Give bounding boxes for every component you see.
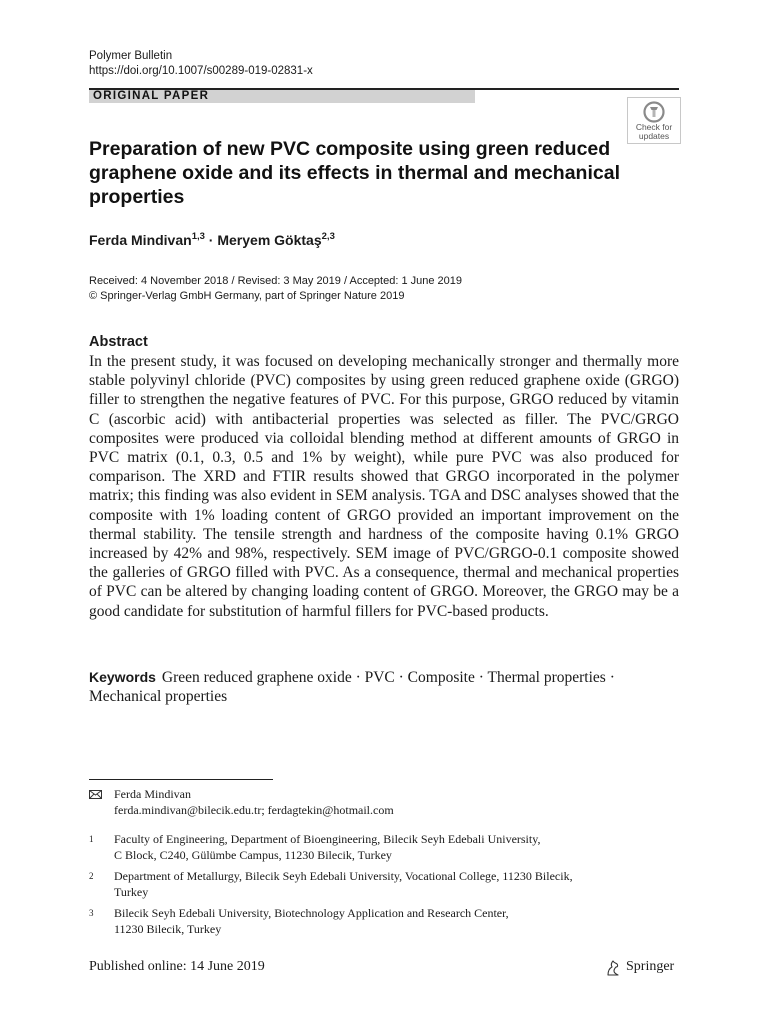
check-for-updates-badge[interactable] bbox=[627, 97, 681, 144]
corresponding-author-name: Ferda Mindivan bbox=[114, 787, 191, 801]
abstract-text: In the present study, it was focused on developing mechanically stronger and thermally more stable polyvinyl chloride (PVC) composites by using green reduced graphene oxide (GRGO) filler to strengthen the negative features of PVC. For this purpose, GRGO reduced by vitamin C (ascorbic acid) with antibacterial properties was selected as filler. The PVC/GRGO composites were produced via colloidal blending method at different amounts of GRGO in PVC matrix (0.1, 0.3, 0.5 and 1% by weight), while pure PVC was also produced for comparison. The XRD and FTIR results showed that GRGO incorporated in the polymer matrix; this finding was also evident in SEM analysis. TGA and DSC analyses showed that the composite with 1% loading content of GRGO provided an important improvement on the thermal stability. The tensile strength and hardness of the composite having 0.1% GRGO increased by 42% and 98%, respectively. SEM image of PVC/GRGO-0.1 composite showed the galleries of GRGO filled with PVC. As a consequence, thermal and mechanical properties of PVC can be altered by changing loading content of GRGO. Moreover, the GRGO may be a good candidate for substitution of harmful fillers for PVC-based products. bbox=[89, 353, 679, 620]
author-affiliation-marker: 1,3 bbox=[191, 231, 205, 242]
paper-type-bar bbox=[89, 88, 679, 104]
affiliation-line: Bilecik Seyh Edebali University, Biotechnology Application and Research Center, bbox=[114, 906, 509, 920]
author-name[interactable]: Ferda Mindivan bbox=[89, 232, 192, 248]
affiliation-line: 11230 Bilecik, Turkey bbox=[114, 922, 222, 936]
published-online-date: Published online: 14 June 2019 bbox=[89, 959, 265, 974]
check-for-updates-icon bbox=[642, 101, 666, 123]
journal-name: Polymer Bulletin bbox=[89, 50, 173, 62]
affiliation-2 bbox=[89, 868, 573, 900]
paper-type-label: ORIGINAL PAPER bbox=[93, 90, 210, 102]
affiliation-number: 3 bbox=[89, 908, 94, 918]
affiliation-number: 2 bbox=[89, 871, 94, 881]
paper-title: Preparation of new PVC composite using green reduced graphene oxide and its effects in thermal and mechanical properties bbox=[89, 138, 620, 208]
correspondence-note bbox=[89, 786, 394, 818]
doi-link[interactable]: https://doi.org/10.1007/s00289-019-02831-x bbox=[89, 65, 313, 77]
envelope-icon bbox=[89, 790, 102, 799]
abstract-heading: Abstract bbox=[89, 334, 148, 350]
journal-header bbox=[89, 49, 313, 79]
badge-line-2: updates bbox=[638, 131, 670, 141]
corresponding-author-emails[interactable]: ferda.mindivan@bilecik.edu.tr; ferdagtekin@hotmail.com bbox=[114, 803, 394, 817]
affiliation-line: Faculty of Engineering, Department of Bioengineering, Bilecik Seyh Edebali University, bbox=[114, 832, 541, 846]
affiliation-3 bbox=[89, 905, 509, 937]
affiliation-line: Department of Metallurgy, Bilecik Seyh Edebali University, Vocational College, 11230 Bilecik, bbox=[114, 869, 573, 883]
keywords-list: Green reduced graphene oxide · PVC · Composite · Thermal properties · Mechanical properties bbox=[89, 669, 615, 706]
keywords-label: Keywords bbox=[89, 669, 156, 685]
received-revised-accepted: Received: 4 November 2018 / Revised: 3 May 2019 / Accepted: 1 June 2019 bbox=[89, 275, 463, 287]
affiliation-line: Turkey bbox=[114, 885, 149, 899]
badge-line-1: Check for bbox=[635, 122, 673, 132]
copyright-line: © Springer-Verlag GmbH Germany, part of Springer Nature 2019 bbox=[89, 290, 405, 302]
affiliation-line: C Block, C240, Gülümbe Campus, 11230 Bilecik, Turkey bbox=[114, 848, 392, 862]
author-name[interactable]: Meryem Göktaş bbox=[217, 232, 322, 248]
springer-horse-icon bbox=[604, 959, 622, 977]
publication-history bbox=[89, 274, 462, 304]
author-list bbox=[89, 232, 335, 248]
affiliation-number: 1 bbox=[89, 834, 94, 844]
author-separator: · bbox=[204, 232, 218, 248]
keywords-section bbox=[89, 668, 679, 706]
author-affiliation-marker: 2,3 bbox=[321, 231, 335, 242]
footnote-rule bbox=[89, 779, 273, 780]
publisher-name: Springer bbox=[626, 959, 675, 974]
affiliation-1 bbox=[89, 831, 540, 863]
